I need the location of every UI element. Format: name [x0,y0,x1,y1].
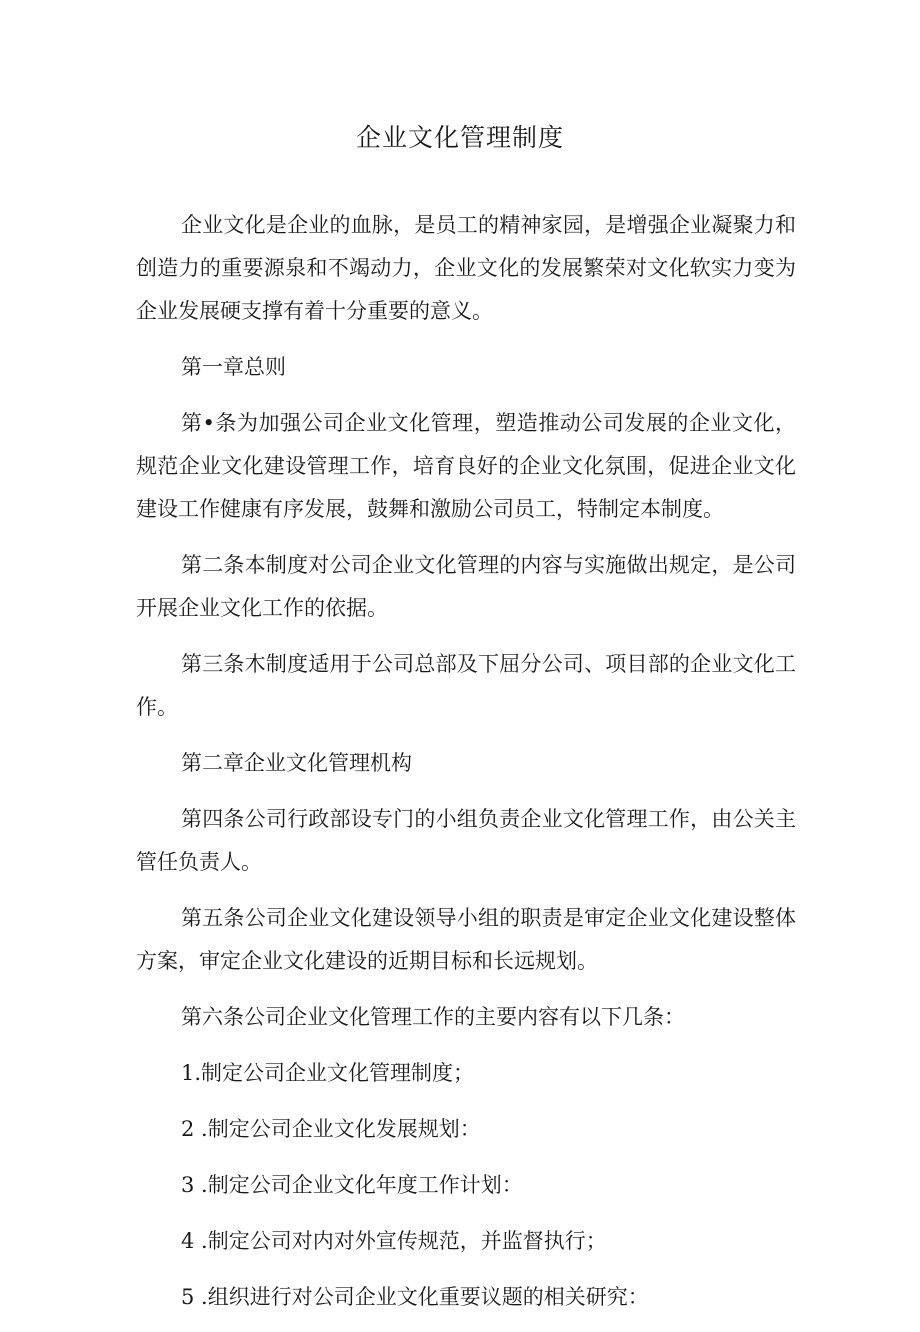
article-6: 第六条公司企业文化管理工作的主要内容有以下几条： [181,1005,685,1029]
article-5: 第五条公司企业文化建设领导小组的职责是审定企业文化建设整体方案，审定企业文化建设的近期目标和长远规划。 [136,906,796,973]
list-item-2: 2 .制定公司企业文化发展规划： [181,1117,481,1141]
article-2: 第二条本制度对公司企业文化管理的内容与实施做出规定，是公司开展企业文化工作的依据。 [136,553,796,620]
chapter-heading-2: 第二章企业文化管理机构 [181,751,412,775]
list-item-4: 4 .制定公司对内对外宣传规范，并监督执行； [181,1229,607,1253]
document-body [136,204,796,1332]
article-3: 第三条木制度适用于公司总部及下屈分公司、项目部的企业文化工作。 [136,652,796,719]
intro-paragraph: 企业文化是企业的血脉，是员工的精神家园，是增强企业凝聚力和创造力的重要源泉和不竭动力，企业文化的发展繁荣对文化软实力变为企业发展硬支撑有着十分重要的意义。 [136,213,796,323]
document-title: 企业文化管理制度 [355,123,564,152]
list-item-5: 5 .组织进行对公司企业文化重要议题的相关研究： [181,1285,649,1309]
chapter-heading-1: 第一章总则 [181,355,286,379]
list-item-1: 1.制定公司企业文化管理制度； [181,1061,475,1085]
article-4: 第四条公司行政部设专门的小组负责企业文化管理工作，由公关主管任负责人。 [136,807,796,874]
list-item-3: 3 .制定公司企业文化年度工作计划： [181,1173,523,1197]
article-1: 第•条为加强公司企业文化管理，塑造推动公司发展的企业文化，规范企业文化建设管理工作，培育良好的企业文化氛围，促进企业文化建设工作健康有序发展，鼓舞和激励公司员工，特制定本制度。 [136,411,796,521]
